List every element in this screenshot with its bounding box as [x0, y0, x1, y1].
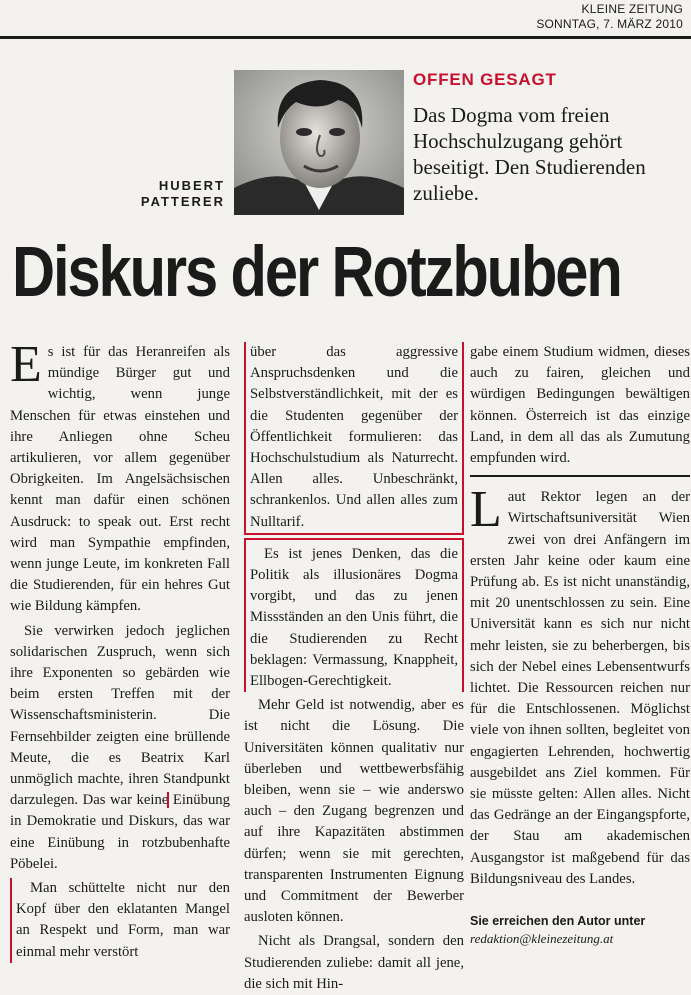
marked-passage: über das aggressive Anspruchsdenken und die Selbstverständlichkeit, mit der es die Studenten gegenüber der Öffentlichkeit formulieren: das Hochschulstudium als Naturrecht. Allen alles. Unbeschränkt, schrankenlos. Und allen alles zum Nulltarif. — [244, 342, 464, 535]
paragraph: Laut Rektor legen an der Wirtschaftsuniversität Wien zwei von drei Anfängern im ersten Jahr keine oder kaum eine Prüfung ab. Es ist nicht unanständig, mit 20 unentschlossen zu sein. Eine Universität kann es sich nur nicht mehr leisten, sie zu beherbergen, bis sich der Nebel eines Lebensentwurfs lichtet. Die Ressourcen reichen nur für die Entschlossenen. Möglichst viele von ihnen sollten, begleitet von engagierten Lehrenden, hochwertig ausgebildet ans Ziel kommen. Für sie müsste gelten: Allen alles. Nicht das Gedränge an der Eingangspforte, der Stau am akademischen Ausgangstor ist maßgebend für das Bildungsniveau des Landes. — [470, 481, 690, 887]
newspaper-name: KLEINE ZEITUNG — [581, 2, 683, 16]
headline: Diskurs der Rotzbuben — [12, 233, 621, 312]
deck-subtitle: Das Dogma vom freien Hochschulzugang gehört beseitigt. Den Studierenden zuliebe. — [413, 103, 646, 205]
paragraph: Es ist für das Heranreifen als mündige Bürger gut und wichtig, wenn junge Menschen für etwas einstehen und ihre Anliegen ohne Scheu artikulieren, vor allem gegenüber Obrigkeiten. Im Angelsächsischen kennt man dafür einen schönen Ausdruck: to speak out. Erst recht wird man Sympathie empfinden, wenn junge Leute, im konkreten Fall die Studierenden, für ein hehres Gut wie Bildung kämpfen. — [10, 336, 230, 615]
marked-passage: Es ist jenes Denken, das die Politik als illusionäres Dogma vorgibt, und das zu jenen Missständen an den Unis führt, die die Studierenden zu Recht beklagen: Vermassung, Knappheit, Ellbogen-Gerechtigkeit. — [244, 538, 464, 692]
paragraph: Man schüttelte nicht nur den Kopf über den eklatanten Mangel an Respekt und Form, man war einmal mehr verstört — [10, 878, 230, 963]
paragraph: Nicht als Drangsal, sondern den Studierenden zuliebe: damit all jene, die sich mit Hin- — [244, 933, 464, 992]
drop-cap: L — [470, 481, 502, 539]
marked-passage: Einübung in Demokratie und Diskurs, das war eine Einübung in rotzbubenhafte Pöbelei. — [10, 792, 230, 872]
article-column-2 — [244, 342, 464, 995]
article-column-3 — [470, 342, 690, 890]
drop-cap: E — [10, 336, 42, 393]
paragraph: Mehr Geld ist notwendig, aber es ist nicht die Lösung. Die Universitäten können qualitativ nur überleben und wettbewerbsfähig bleiben, wenn sie – wie anderswo auch – den Zugang begrenzen und auf ihre Kapazitäten abstimmen dürfen; wenn sie mit gerechten, transparenten Instrumenten Eignung und Commitment der Bewerber ausloten können. — [244, 697, 464, 926]
author-contact — [470, 913, 690, 947]
issue-date: SONNTAG, 7. MÄRZ 2010 — [536, 17, 683, 31]
section-divider — [470, 475, 690, 477]
author-first-name: HUBERT — [158, 178, 225, 193]
contact-email[interactable]: redaktion@kleinezeitung.at — [470, 931, 614, 946]
author-last-name: PATTERER — [140, 194, 225, 209]
paragraph: gabe einem Studium widmen, dieses auch zu fairen, gleichen und würdigen Bedingungen bewältigen können. Österreich ist das einzige Land, in dem all das als Zumutung empfunden wird. — [470, 344, 690, 467]
author-photo — [234, 70, 404, 215]
paragraph: Sie verwirken jedoch jeglichen solidarischen Zuspruch, wenn sich ihre Exponenten so gebärden wie beim ersten Treffen mit der Wissenschaftsministerin. Die Fernsehbilder zeigten eine brüllende Meute, die es Beatrix Karl unmöglich machte, ihren Standpunkt darzulegen. Das war keine Einübung in Demokratie und Diskurs, das war eine Einübung in rotzbubenhafte Pöbelei. — [10, 622, 230, 872]
author-byline — [110, 178, 225, 210]
contact-label: Sie erreichen den Autor unter — [470, 914, 646, 928]
masthead-rule — [0, 36, 691, 39]
article-column-1 — [10, 336, 230, 963]
masthead — [536, 2, 683, 32]
column-kicker: OFFEN GESAGT — [413, 70, 557, 89]
